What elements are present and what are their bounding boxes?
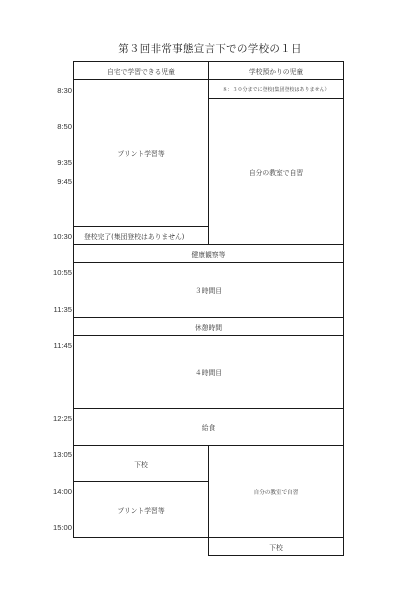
time-1500: 15:00 bbox=[52, 523, 72, 532]
time-0935: 9:35 bbox=[57, 158, 72, 167]
time-0830: 8:30 bbox=[57, 86, 72, 95]
cell-health-check: 健康観察等 bbox=[73, 244, 344, 263]
cell-arrival-note: ８：３０分までに登校(集団登校はありません） bbox=[208, 79, 344, 99]
time-1055: 10:55 bbox=[52, 268, 72, 277]
cell-dismiss-care: 下校 bbox=[208, 537, 344, 556]
time-0945: 9:45 bbox=[57, 177, 72, 186]
time-0850: 8:50 bbox=[57, 122, 72, 131]
cell-period4: ４時間目 bbox=[73, 335, 344, 409]
time-1145: 11:45 bbox=[53, 341, 72, 350]
cell-print-study-am: プリント学習等 bbox=[73, 79, 209, 227]
header-school-care: 学校預かりの児童 bbox=[208, 61, 344, 80]
cell-dismiss-home: 下校 bbox=[73, 445, 209, 482]
cell-period3: ３時間目 bbox=[73, 262, 344, 318]
cell-lunch: 給食 bbox=[73, 408, 344, 446]
cell-self-study-pm: 自分の教室で自習 bbox=[208, 445, 344, 538]
time-1225: 12:25 bbox=[52, 414, 72, 423]
cell-arrival-complete: 登校完了(集団登校はありません) bbox=[73, 226, 209, 245]
cell-self-study-am: 自分の教室で自習 bbox=[208, 98, 344, 245]
header-home-study: 自宅で学習できる児童 bbox=[73, 61, 209, 80]
time-1135: 11:35 bbox=[53, 305, 72, 314]
time-1030: 10:30 bbox=[52, 232, 72, 241]
time-1400: 14:00 bbox=[52, 487, 72, 496]
cell-print-study-pm: プリント学習等 bbox=[73, 481, 209, 538]
cell-break: 休憩時間 bbox=[73, 317, 344, 336]
time-1305: 13:05 bbox=[52, 450, 72, 459]
page-title: 第３回非常事態宣言下での学校の１日 bbox=[118, 43, 302, 55]
